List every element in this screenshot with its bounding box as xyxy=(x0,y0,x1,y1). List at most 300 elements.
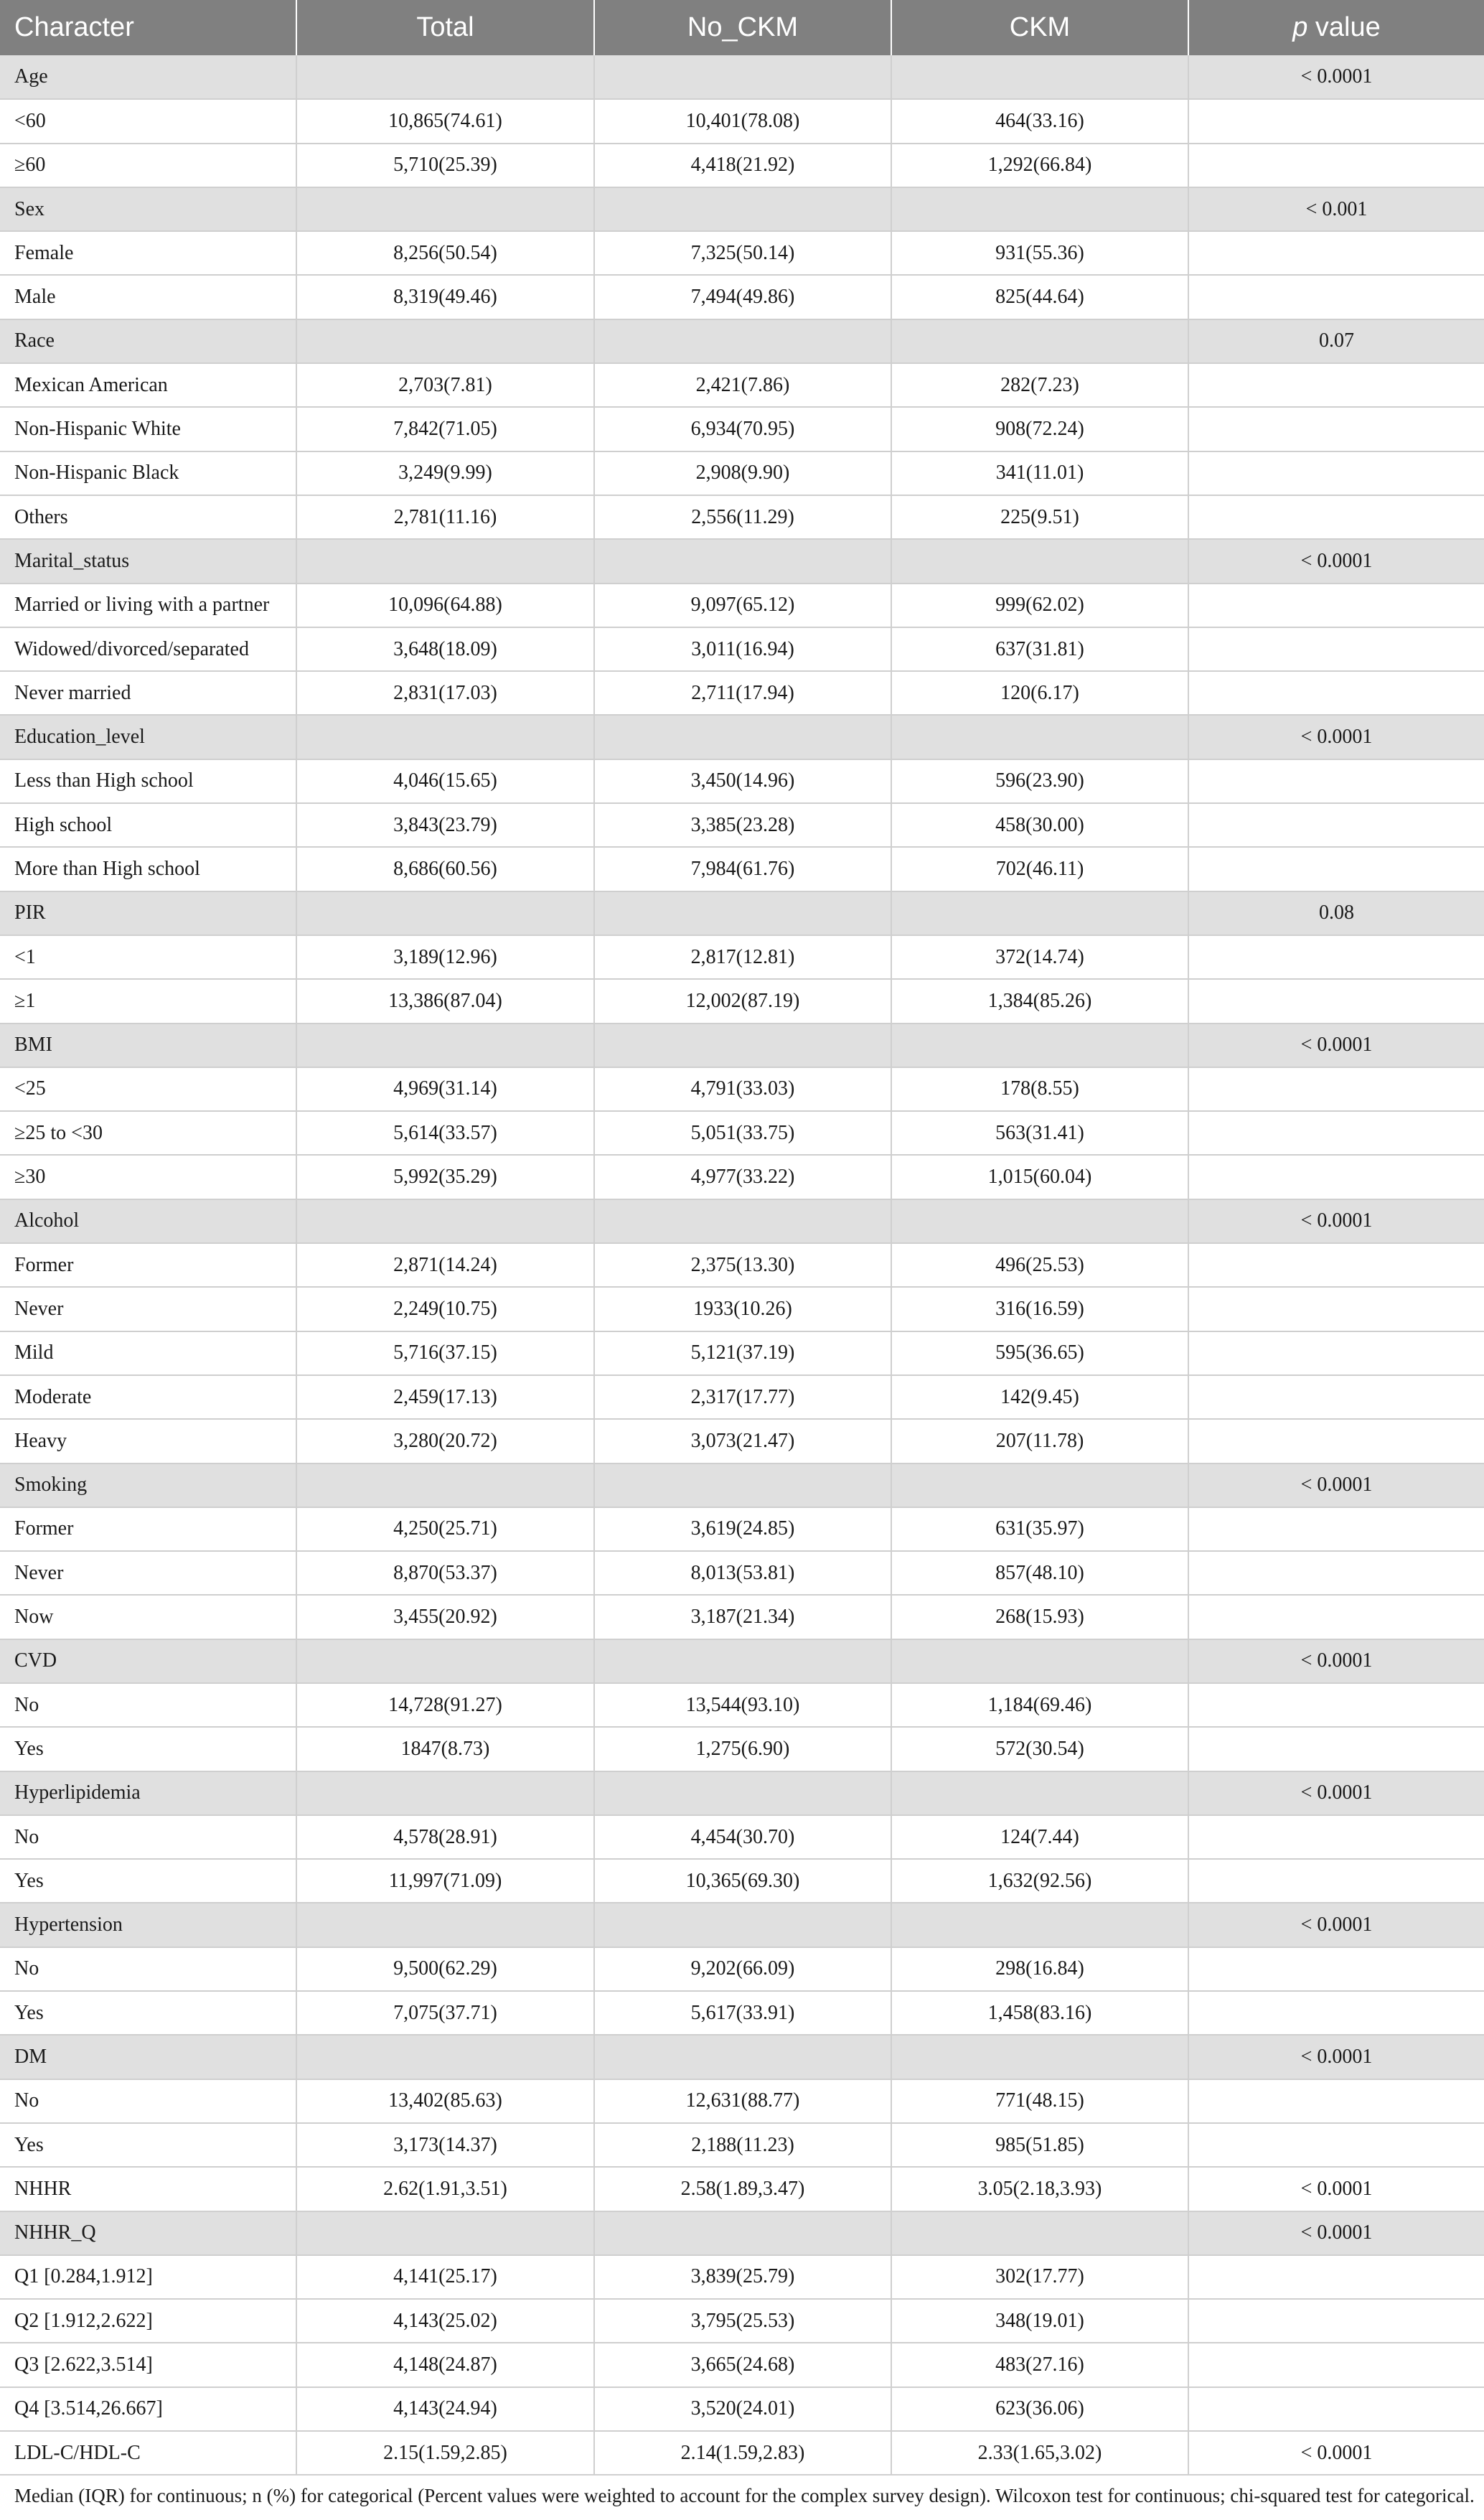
cell-ckm xyxy=(891,1639,1188,1683)
column-header-character: Character xyxy=(0,0,296,55)
cell-p-value xyxy=(1188,1331,1484,1375)
cell-character: No xyxy=(0,1815,296,1859)
cell-total: 2,703(7.81) xyxy=(296,363,594,407)
cell-no-ckm: 2,317(17.77) xyxy=(594,1375,891,1419)
cell-character: No xyxy=(0,1683,296,1727)
cell-p-value xyxy=(1188,2387,1484,2431)
cell-total: 5,716(37.15) xyxy=(296,1331,594,1375)
cell-p-value: < 0.0001 xyxy=(1188,539,1484,583)
cell-character: Race xyxy=(0,319,296,363)
cell-p-value xyxy=(1188,1067,1484,1111)
cell-total: 8,256(50.54) xyxy=(296,231,594,275)
cell-ckm xyxy=(891,1463,1188,1507)
cell-ckm xyxy=(891,319,1188,363)
cell-total xyxy=(296,2035,594,2079)
cell-ckm: 1,632(92.56) xyxy=(891,1859,1188,1903)
cell-total xyxy=(296,1771,594,1815)
cell-p-value xyxy=(1188,1243,1484,1287)
cell-p-value: < 0.0001 xyxy=(1188,1771,1484,1815)
cell-p-value xyxy=(1188,847,1484,891)
cell-ckm xyxy=(891,1771,1188,1815)
table-row xyxy=(0,1287,1484,1331)
cell-total: 10,096(64.88) xyxy=(296,584,594,627)
cell-character: Never xyxy=(0,1551,296,1595)
cell-total: 3,455(20.92) xyxy=(296,1595,594,1639)
cell-p-value xyxy=(1188,2299,1484,2343)
cell-total: 7,075(37.71) xyxy=(296,1991,594,2035)
cell-ckm xyxy=(891,1903,1188,1947)
table-row xyxy=(0,671,1484,715)
table-header xyxy=(0,0,1484,55)
cell-total xyxy=(296,1024,594,1067)
cell-no-ckm: 12,631(88.77) xyxy=(594,2079,891,2123)
table-row xyxy=(0,1331,1484,1375)
cell-character: NHHR xyxy=(0,2167,296,2211)
cell-character: Non-Hispanic Black xyxy=(0,451,296,495)
cell-character: Q4 [3.514,26.667] xyxy=(0,2387,296,2431)
cell-no-ckm: 4,977(33.22) xyxy=(594,1155,891,1199)
column-header-ckm: CKM xyxy=(891,0,1188,55)
cell-character: Widowed/divorced/separated xyxy=(0,627,296,671)
cell-character: Less than High school xyxy=(0,759,296,803)
cell-ckm: 631(35.97) xyxy=(891,1507,1188,1551)
cell-p-value: < 0.0001 xyxy=(1188,2211,1484,2255)
cell-total xyxy=(296,2211,594,2255)
cell-ckm: 496(25.53) xyxy=(891,1243,1188,1287)
cell-p-value xyxy=(1188,671,1484,715)
cell-character: LDL-C/HDL-C xyxy=(0,2431,296,2475)
cell-no-ckm: 9,097(65.12) xyxy=(594,584,891,627)
cell-no-ckm: 4,454(30.70) xyxy=(594,1815,891,1859)
cell-total: 10,865(74.61) xyxy=(296,99,594,143)
cell-ckm: 637(31.81) xyxy=(891,627,1188,671)
table-row xyxy=(0,979,1484,1023)
table-group-row xyxy=(0,1463,1484,1507)
cell-no-ckm xyxy=(594,715,891,759)
cell-character: Q2 [1.912,2.622] xyxy=(0,2299,296,2343)
cell-ckm: 178(8.55) xyxy=(891,1067,1188,1111)
cell-character: Marital_status xyxy=(0,539,296,583)
table-footnote: Median (IQR) for continuous; n (%) for categorical (Percent values were weighted to account for the complex survey design). Wilcoxon test for continuous; chi-squared test for categorical. xyxy=(14,2485,1475,2506)
cell-total: 5,992(35.29) xyxy=(296,1155,594,1199)
cell-p-value: 0.07 xyxy=(1188,319,1484,363)
cell-total: 7,842(71.05) xyxy=(296,407,594,451)
cell-no-ckm: 7,984(61.76) xyxy=(594,847,891,891)
cell-ckm: 298(16.84) xyxy=(891,1947,1188,1991)
cell-total: 5,710(25.39) xyxy=(296,144,594,187)
cell-no-ckm: 10,365(69.30) xyxy=(594,1859,891,1903)
cell-p-value: < 0.0001 xyxy=(1188,2035,1484,2079)
cell-ckm: 572(30.54) xyxy=(891,1727,1188,1771)
cell-total: 13,402(85.63) xyxy=(296,2079,594,2123)
table-row xyxy=(0,144,1484,187)
cell-character: Married or living with a partner xyxy=(0,584,296,627)
cell-no-ckm: 4,791(33.03) xyxy=(594,1067,891,1111)
table-row xyxy=(0,1419,1484,1463)
cell-p-value xyxy=(1188,144,1484,187)
cell-ckm: 207(11.78) xyxy=(891,1419,1188,1463)
cell-p-value xyxy=(1188,495,1484,539)
cell-no-ckm: 5,121(37.19) xyxy=(594,1331,891,1375)
table-group-row xyxy=(0,2211,1484,2255)
cell-p-value xyxy=(1188,2123,1484,2167)
cell-ckm: 596(23.90) xyxy=(891,759,1188,803)
table-group-row xyxy=(0,1024,1484,1067)
table-row xyxy=(0,1727,1484,1771)
cell-total: 4,143(24.94) xyxy=(296,2387,594,2431)
table-row xyxy=(0,2299,1484,2343)
cell-total xyxy=(296,319,594,363)
table-group-row xyxy=(0,2035,1484,2079)
table-group-row xyxy=(0,1639,1484,1683)
cell-character: Yes xyxy=(0,2123,296,2167)
cell-total: 8,686(60.56) xyxy=(296,847,594,891)
cell-character: Hyperlipidemia xyxy=(0,1771,296,1815)
cell-total xyxy=(296,539,594,583)
cell-p-value xyxy=(1188,1111,1484,1155)
cell-character: BMI xyxy=(0,1024,296,1067)
table-group-row xyxy=(0,1199,1484,1243)
cell-total: 4,143(25.02) xyxy=(296,2299,594,2343)
cell-p-value xyxy=(1188,1991,1484,2035)
cell-character: Yes xyxy=(0,1859,296,1903)
cell-p-value xyxy=(1188,2255,1484,2299)
table-row xyxy=(0,1375,1484,1419)
table-row xyxy=(0,584,1484,627)
cell-p-value xyxy=(1188,1375,1484,1419)
cell-ckm xyxy=(891,539,1188,583)
cell-character: Age xyxy=(0,55,296,99)
cell-total: 3,280(20.72) xyxy=(296,1419,594,1463)
cell-no-ckm: 13,544(93.10) xyxy=(594,1683,891,1727)
cell-character: Others xyxy=(0,495,296,539)
cell-ckm: 908(72.24) xyxy=(891,407,1188,451)
cell-total: 8,870(53.37) xyxy=(296,1551,594,1595)
cell-character: Heavy xyxy=(0,1419,296,1463)
cell-no-ckm: 7,494(49.86) xyxy=(594,275,891,319)
table-group-row xyxy=(0,319,1484,363)
cell-total xyxy=(296,1639,594,1683)
cell-total: 2,249(10.75) xyxy=(296,1287,594,1331)
cell-ckm: 124(7.44) xyxy=(891,1815,1188,1859)
cell-total: 3,648(18.09) xyxy=(296,627,594,671)
cell-character: Female xyxy=(0,231,296,275)
table-row xyxy=(0,2123,1484,2167)
table-row xyxy=(0,363,1484,407)
column-header-no-ckm: No_CKM xyxy=(594,0,891,55)
cell-p-value: < 0.0001 xyxy=(1188,715,1484,759)
cell-total: 9,500(62.29) xyxy=(296,1947,594,1991)
cell-ckm: 1,384(85.26) xyxy=(891,979,1188,1023)
cell-no-ckm: 2.58(1.89,3.47) xyxy=(594,2167,891,2211)
cell-ckm: 268(15.93) xyxy=(891,1595,1188,1639)
cell-p-value xyxy=(1188,803,1484,847)
cell-no-ckm xyxy=(594,539,891,583)
table-group-row xyxy=(0,1771,1484,1815)
cell-p-value xyxy=(1188,363,1484,407)
cell-no-ckm: 2,188(11.23) xyxy=(594,2123,891,2167)
table-row xyxy=(0,407,1484,451)
cell-p-value xyxy=(1188,627,1484,671)
cell-ckm: 142(9.45) xyxy=(891,1375,1188,1419)
cell-ckm: 282(7.23) xyxy=(891,363,1188,407)
table-row xyxy=(0,1991,1484,2035)
cell-p-value: < 0.0001 xyxy=(1188,1024,1484,1067)
cell-ckm: 857(48.10) xyxy=(891,1551,1188,1595)
cell-character: No xyxy=(0,1947,296,1991)
cell-ckm: 1,458(83.16) xyxy=(891,1991,1188,2035)
cell-total: 4,141(25.17) xyxy=(296,2255,594,2299)
cell-total xyxy=(296,187,594,231)
table-row xyxy=(0,1111,1484,1155)
cell-p-value xyxy=(1188,1727,1484,1771)
cell-character: ≥25 to <30 xyxy=(0,1111,296,1155)
column-header-total: Total xyxy=(296,0,594,55)
cell-ckm xyxy=(891,891,1188,935)
table-row xyxy=(0,2255,1484,2299)
cell-total: 4,578(28.91) xyxy=(296,1815,594,1859)
table-group-row xyxy=(0,891,1484,935)
header-row xyxy=(0,0,1484,55)
cell-no-ckm: 2.14(1.59,2.83) xyxy=(594,2431,891,2475)
cell-p-value: < 0.0001 xyxy=(1188,1903,1484,1947)
cell-no-ckm: 3,839(25.79) xyxy=(594,2255,891,2299)
cell-character: Sex xyxy=(0,187,296,231)
cell-p-value xyxy=(1188,1815,1484,1859)
cell-no-ckm: 3,011(16.94) xyxy=(594,627,891,671)
table-row xyxy=(0,1815,1484,1859)
cell-p-value: < 0.0001 xyxy=(1188,1639,1484,1683)
cell-p-value xyxy=(1188,2343,1484,2386)
cell-character: Education_level xyxy=(0,715,296,759)
table-row xyxy=(0,2079,1484,2123)
table-body xyxy=(0,55,1484,2475)
cell-ckm xyxy=(891,1024,1188,1067)
cell-no-ckm xyxy=(594,1199,891,1243)
cell-total: 3,843(23.79) xyxy=(296,803,594,847)
cell-character: <25 xyxy=(0,1067,296,1111)
cell-character: Never xyxy=(0,1287,296,1331)
cell-total: 2,781(11.16) xyxy=(296,495,594,539)
cell-ckm: 458(30.00) xyxy=(891,803,1188,847)
cell-character: Former xyxy=(0,1507,296,1551)
table-row xyxy=(0,1859,1484,1903)
cell-no-ckm xyxy=(594,187,891,231)
cell-no-ckm xyxy=(594,1463,891,1507)
cell-p-value xyxy=(1188,1859,1484,1903)
table-row xyxy=(0,1595,1484,1639)
cell-no-ckm: 2,711(17.94) xyxy=(594,671,891,715)
cell-total xyxy=(296,1199,594,1243)
cell-total: 4,969(31.14) xyxy=(296,1067,594,1111)
cell-character: Q1 [0.284,1.912] xyxy=(0,2255,296,2299)
cell-no-ckm xyxy=(594,1639,891,1683)
cell-ckm: 3.05(2.18,3.93) xyxy=(891,2167,1188,2211)
cell-total: 2,459(17.13) xyxy=(296,1375,594,1419)
cell-ckm: 771(48.15) xyxy=(891,2079,1188,2123)
cell-total: 4,046(15.65) xyxy=(296,759,594,803)
cell-character: Yes xyxy=(0,1727,296,1771)
cell-ckm: 2.33(1.65,3.02) xyxy=(891,2431,1188,2475)
cell-no-ckm: 3,187(21.34) xyxy=(594,1595,891,1639)
cell-no-ckm xyxy=(594,2035,891,2079)
cell-p-value xyxy=(1188,99,1484,143)
cell-no-ckm: 2,556(11.29) xyxy=(594,495,891,539)
cell-no-ckm: 4,418(21.92) xyxy=(594,144,891,187)
cell-ckm: 372(14.74) xyxy=(891,935,1188,979)
cell-p-value: < 0.001 xyxy=(1188,187,1484,231)
cell-no-ckm xyxy=(594,55,891,99)
cell-character: Never married xyxy=(0,671,296,715)
cell-no-ckm: 1933(10.26) xyxy=(594,1287,891,1331)
table-row xyxy=(0,2387,1484,2431)
cell-character: More than High school xyxy=(0,847,296,891)
cell-ckm: 483(27.16) xyxy=(891,2343,1188,2386)
cell-p-value: < 0.0001 xyxy=(1188,1463,1484,1507)
cell-no-ckm xyxy=(594,1903,891,1947)
table-row xyxy=(0,847,1484,891)
cell-ckm xyxy=(891,55,1188,99)
table-row xyxy=(0,1507,1484,1551)
cell-character: Alcohol xyxy=(0,1199,296,1243)
cell-p-value xyxy=(1188,1683,1484,1727)
cell-ckm: 623(36.06) xyxy=(891,2387,1188,2431)
cell-p-value xyxy=(1188,1507,1484,1551)
cell-no-ckm: 3,795(25.53) xyxy=(594,2299,891,2343)
cell-total: 2.62(1.91,3.51) xyxy=(296,2167,594,2211)
cell-ckm: 316(16.59) xyxy=(891,1287,1188,1331)
cell-character: Male xyxy=(0,275,296,319)
cell-no-ckm: 3,619(24.85) xyxy=(594,1507,891,1551)
cell-total: 14,728(91.27) xyxy=(296,1683,594,1727)
cell-p-value xyxy=(1188,1595,1484,1639)
cell-ckm: 302(17.77) xyxy=(891,2255,1188,2299)
cell-ckm: 931(55.36) xyxy=(891,231,1188,275)
cell-ckm: 341(11.01) xyxy=(891,451,1188,495)
cell-ckm: 120(6.17) xyxy=(891,671,1188,715)
p-value-label-rest: value xyxy=(1307,12,1381,42)
cell-character: Non-Hispanic White xyxy=(0,407,296,451)
cell-ckm: 702(46.11) xyxy=(891,847,1188,891)
cell-p-value xyxy=(1188,1947,1484,1991)
cell-p-value xyxy=(1188,1287,1484,1331)
table-row xyxy=(0,803,1484,847)
table-row xyxy=(0,275,1484,319)
cell-p-value xyxy=(1188,451,1484,495)
table-row xyxy=(0,1551,1484,1595)
p-value-italic-p: p xyxy=(1292,12,1308,42)
cell-total: 11,997(71.09) xyxy=(296,1859,594,1903)
cell-no-ckm: 10,401(78.08) xyxy=(594,99,891,143)
cell-no-ckm xyxy=(594,1024,891,1067)
cell-total: 2,831(17.03) xyxy=(296,671,594,715)
cell-p-value: < 0.0001 xyxy=(1188,55,1484,99)
cell-no-ckm: 3,073(21.47) xyxy=(594,1419,891,1463)
cell-p-value xyxy=(1188,1419,1484,1463)
cell-no-ckm: 1,275(6.90) xyxy=(594,1727,891,1771)
cell-character: Now xyxy=(0,1595,296,1639)
cell-total: 1847(8.73) xyxy=(296,1727,594,1771)
cell-no-ckm xyxy=(594,319,891,363)
cell-ckm: 825(44.64) xyxy=(891,275,1188,319)
cell-no-ckm xyxy=(594,2211,891,2255)
table-row xyxy=(0,1155,1484,1199)
cell-character: Q3 [2.622,3.514] xyxy=(0,2343,296,2386)
cell-no-ckm: 9,202(66.09) xyxy=(594,1947,891,1991)
cell-no-ckm xyxy=(594,891,891,935)
cell-total xyxy=(296,715,594,759)
table-row xyxy=(0,1067,1484,1111)
cell-ckm: 225(9.51) xyxy=(891,495,1188,539)
cell-p-value xyxy=(1188,407,1484,451)
cell-total xyxy=(296,1463,594,1507)
cell-no-ckm: 5,051(33.75) xyxy=(594,1111,891,1155)
cell-ckm: 348(19.01) xyxy=(891,2299,1188,2343)
table-row xyxy=(0,1683,1484,1727)
cell-ckm: 1,292(66.84) xyxy=(891,144,1188,187)
column-header-p-value xyxy=(1188,0,1484,55)
table-row xyxy=(0,1947,1484,1991)
cell-no-ckm: 6,934(70.95) xyxy=(594,407,891,451)
cell-ckm: 1,184(69.46) xyxy=(891,1683,1188,1727)
table-row xyxy=(0,99,1484,143)
cell-character: <60 xyxy=(0,99,296,143)
table-row xyxy=(0,451,1484,495)
cell-total: 2,871(14.24) xyxy=(296,1243,594,1287)
cell-character: Former xyxy=(0,1243,296,1287)
cell-character: <1 xyxy=(0,935,296,979)
cell-ckm xyxy=(891,2211,1188,2255)
cell-total: 4,148(24.87) xyxy=(296,2343,594,2386)
cell-no-ckm: 8,013(53.81) xyxy=(594,1551,891,1595)
cell-ckm: 985(51.85) xyxy=(891,2123,1188,2167)
cell-no-ckm: 3,665(24.68) xyxy=(594,2343,891,2386)
cell-p-value xyxy=(1188,2079,1484,2123)
cell-total xyxy=(296,55,594,99)
cell-p-value xyxy=(1188,584,1484,627)
cell-p-value: 0.08 xyxy=(1188,891,1484,935)
table-group-row xyxy=(0,1903,1484,1947)
cell-no-ckm: 3,450(14.96) xyxy=(594,759,891,803)
cell-p-value xyxy=(1188,1155,1484,1199)
cell-character: ≥1 xyxy=(0,979,296,1023)
cell-ckm xyxy=(891,187,1188,231)
cell-p-value: < 0.0001 xyxy=(1188,1199,1484,1243)
cell-character: Moderate xyxy=(0,1375,296,1419)
table-row xyxy=(0,759,1484,803)
cell-character: Smoking xyxy=(0,1463,296,1507)
cell-character: DM xyxy=(0,2035,296,2079)
cell-no-ckm: 3,520(24.01) xyxy=(594,2387,891,2431)
cell-total: 4,250(25.71) xyxy=(296,1507,594,1551)
cell-total xyxy=(296,1903,594,1947)
table-row xyxy=(0,2167,1484,2211)
table-group-row xyxy=(0,187,1484,231)
table-group-row xyxy=(0,539,1484,583)
table-row xyxy=(0,495,1484,539)
cell-p-value: < 0.0001 xyxy=(1188,2167,1484,2211)
table-row xyxy=(0,627,1484,671)
table-row xyxy=(0,2431,1484,2475)
cell-ckm: 999(62.02) xyxy=(891,584,1188,627)
cell-character: Mexican American xyxy=(0,363,296,407)
cell-ckm: 563(31.41) xyxy=(891,1111,1188,1155)
cell-character: CVD xyxy=(0,1639,296,1683)
cell-no-ckm: 2,817(12.81) xyxy=(594,935,891,979)
cell-ckm xyxy=(891,2035,1188,2079)
cell-total: 13,386(87.04) xyxy=(296,979,594,1023)
cell-no-ckm: 2,421(7.86) xyxy=(594,363,891,407)
